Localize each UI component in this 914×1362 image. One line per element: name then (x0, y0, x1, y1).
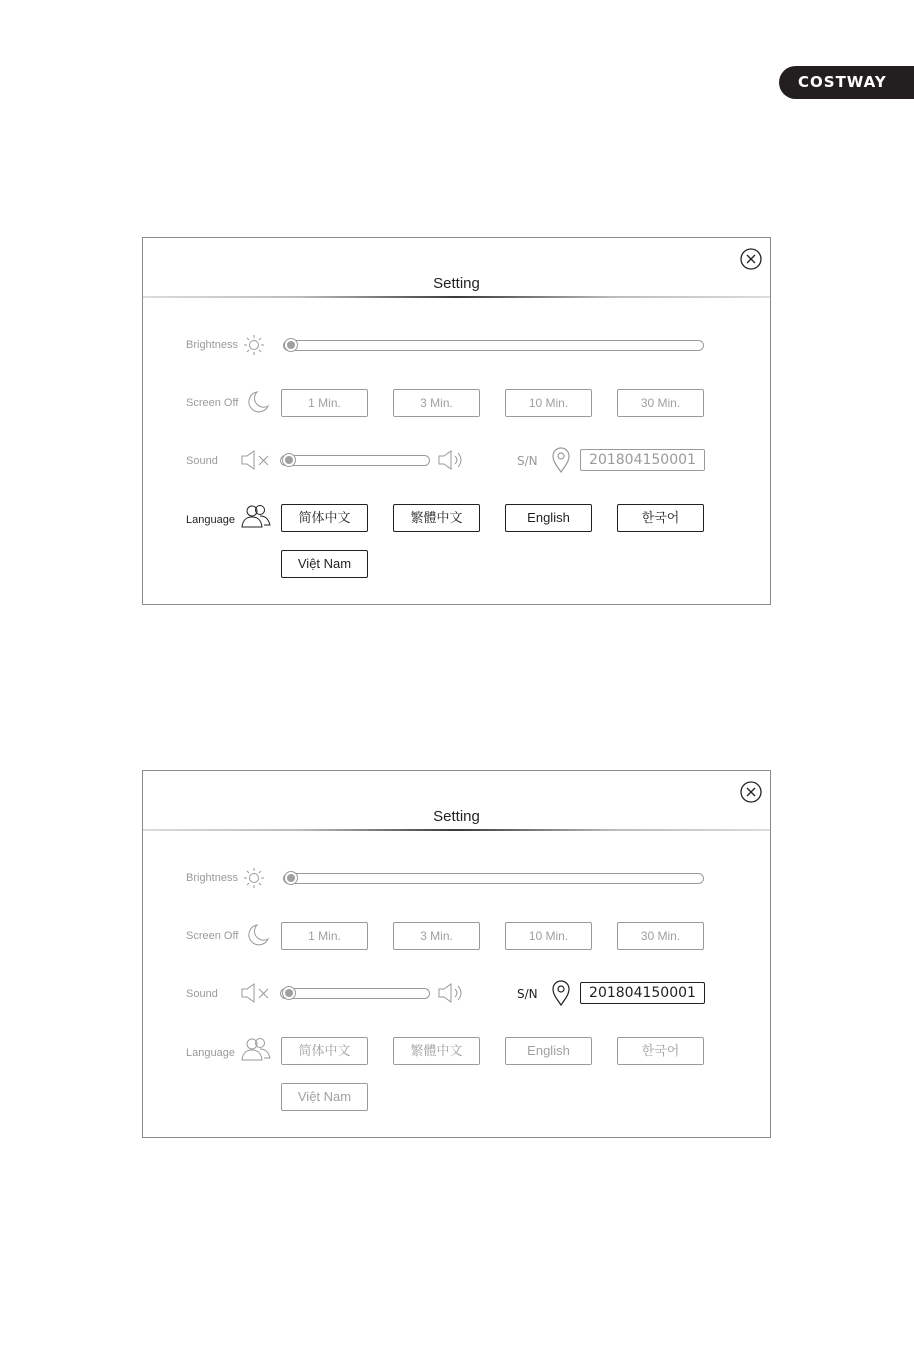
sound-label: Sound (186, 455, 218, 467)
dialog-title: Setting (433, 275, 480, 292)
screen-off-1-min-button[interactable]: 1 Min. (281, 389, 368, 417)
settings-dialog-serial-number (142, 770, 771, 1138)
costway-logo: COSTWAY (779, 66, 914, 99)
language-traditional-chinese-button[interactable]: 繁體中文 (393, 504, 480, 532)
speaker-mute-icon[interactable] (240, 982, 272, 1004)
language-vietnamese-button[interactable]: Việt Nam (281, 1083, 368, 1111)
brightness-slider[interactable] (283, 340, 704, 351)
location-pin-icon (551, 447, 571, 474)
serial-number-value: 201804150001 (580, 982, 705, 1004)
people-icon (240, 1036, 272, 1062)
sound-label: Sound (186, 988, 218, 1000)
sound-slider-thumb[interactable] (282, 986, 296, 1000)
brightness-label: Brightness (186, 339, 238, 351)
speaker-mute-icon[interactable] (240, 449, 272, 471)
moon-icon (246, 923, 270, 947)
language-simplified-chinese-button[interactable]: 简体中文 (281, 504, 368, 532)
screen-off-30-min-button[interactable]: 30 Min. (617, 922, 704, 950)
screen-off-10-min-button[interactable]: 10 Min. (505, 922, 592, 950)
sound-slider[interactable] (280, 988, 430, 999)
dialog-title: Setting (433, 808, 480, 825)
language-english-button[interactable]: English (505, 504, 592, 532)
brightness-slider[interactable] (283, 873, 704, 884)
language-korean-button[interactable]: 한국어 (617, 1037, 704, 1065)
title-divider (143, 829, 770, 831)
people-icon (240, 503, 272, 529)
screen-off-1-min-button[interactable]: 1 Min. (281, 922, 368, 950)
screen-off-3-min-button[interactable]: 3 Min. (393, 389, 480, 417)
language-simplified-chinese-button[interactable]: 简体中文 (281, 1037, 368, 1065)
sun-icon (243, 867, 265, 889)
settings-dialog-language (142, 237, 771, 605)
screen-off-label: Screen Off (186, 930, 239, 942)
screen-off-3-min-button[interactable]: 3 Min. (393, 922, 480, 950)
language-vietnamese-button[interactable]: Việt Nam (281, 550, 368, 578)
serial-number-label: S/N (517, 987, 538, 1001)
speaker-volume-icon[interactable] (437, 982, 469, 1004)
language-english-button[interactable]: English (505, 1037, 592, 1065)
serial-number-label: S/N (517, 454, 538, 468)
close-icon[interactable] (740, 248, 762, 270)
language-label: Language (186, 1047, 235, 1059)
speaker-volume-icon[interactable] (437, 449, 469, 471)
language-traditional-chinese-button[interactable]: 繁體中文 (393, 1037, 480, 1065)
serial-number-value: 201804150001 (580, 449, 705, 471)
screen-off-30-min-button[interactable]: 30 Min. (617, 389, 704, 417)
title-divider (143, 296, 770, 298)
brightness-slider-thumb[interactable] (284, 871, 298, 885)
screen-off-10-min-button[interactable]: 10 Min. (505, 389, 592, 417)
brightness-label: Brightness (186, 872, 238, 884)
screen-off-label: Screen Off (186, 397, 239, 409)
sound-slider-thumb[interactable] (282, 453, 296, 467)
location-pin-icon (551, 980, 571, 1007)
language-label: Language (186, 514, 235, 526)
sun-icon (243, 334, 265, 356)
close-icon[interactable] (740, 781, 762, 803)
moon-icon (246, 390, 270, 414)
brightness-slider-thumb[interactable] (284, 338, 298, 352)
language-korean-button[interactable]: 한국어 (617, 504, 704, 532)
sound-slider[interactable] (280, 455, 430, 466)
